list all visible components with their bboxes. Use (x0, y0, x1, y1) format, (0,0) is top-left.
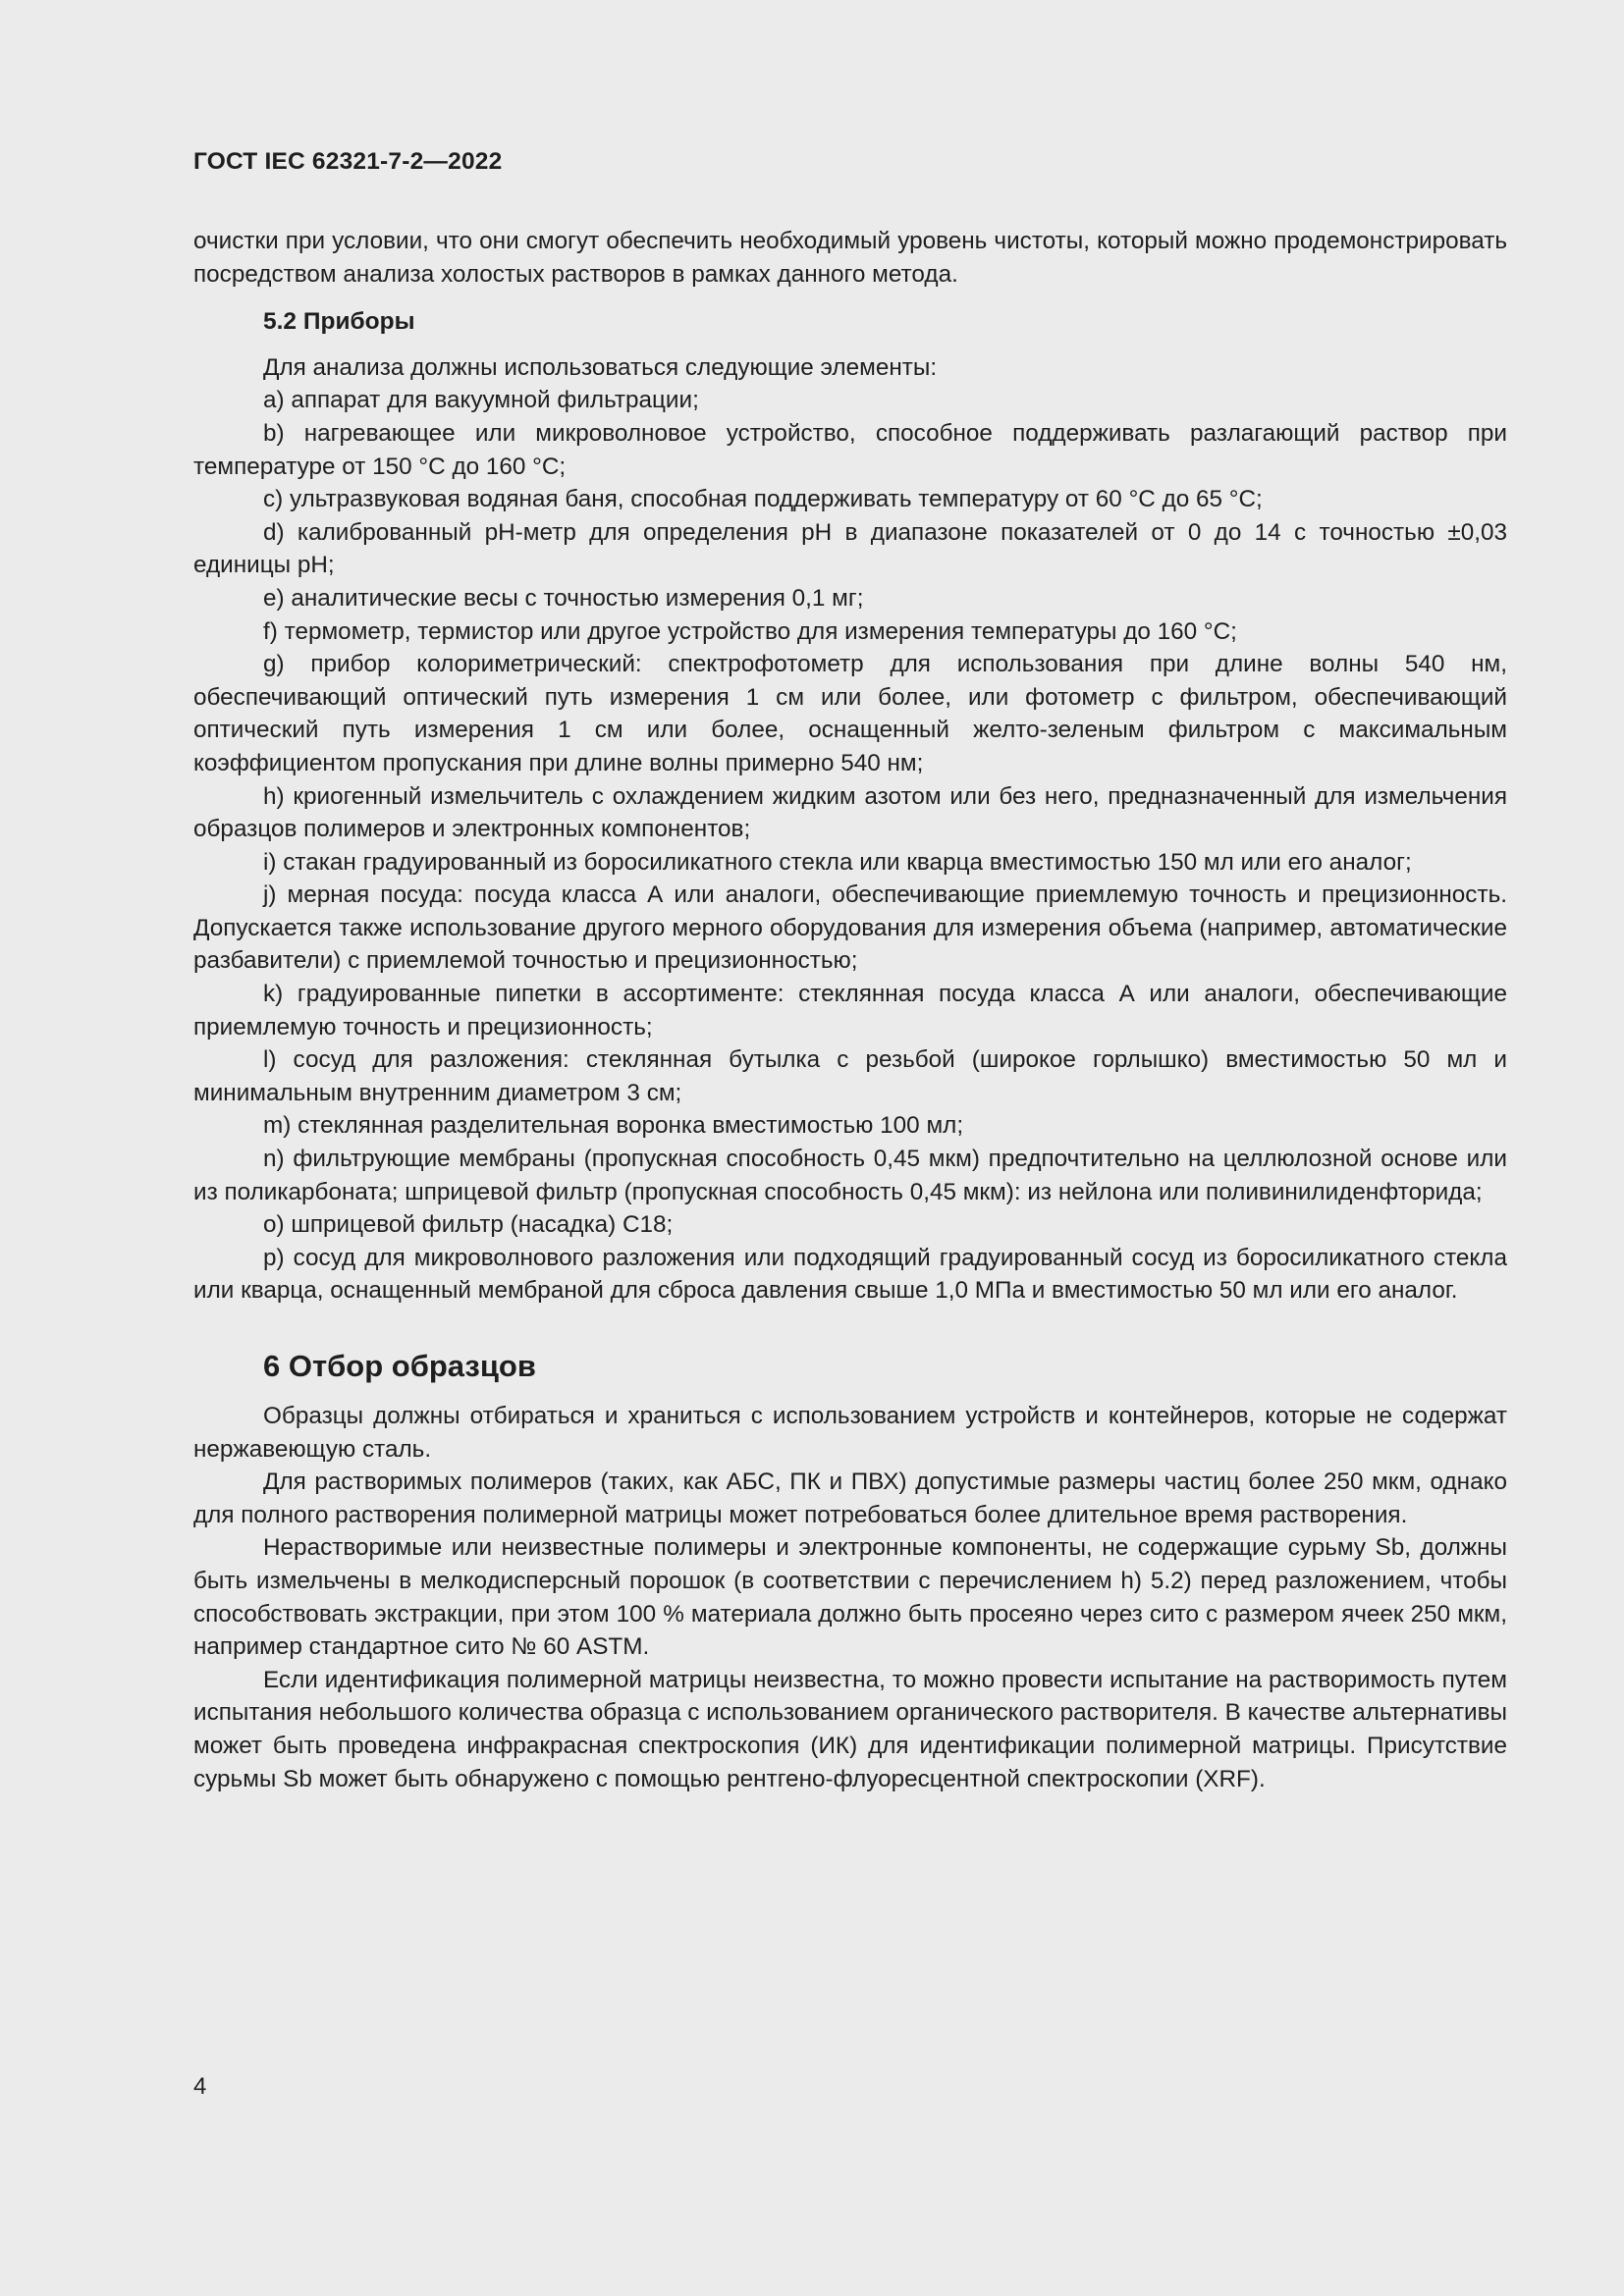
list-item: l) сосуд для разложения: стеклянная бутылка с резьбой (широкое горлышко) вместимостью 50 мл и минимальным внутренним диаметром 3 см; (193, 1046, 1507, 1106)
page-number: 4 (193, 2073, 207, 2100)
page-content (193, 225, 1507, 1795)
list-item: с) ультразвуковая водяная баня, способная поддерживать температуру от 60 °С до 65 °С; (263, 486, 1263, 513)
list-item: i) стакан градуированный из боросиликатного стекла или кварца вместимостью 150 мл или его аналог; (263, 848, 1412, 876)
section-6-paragraph: Нерастворимые или неизвестные полимеры и электронные компоненты, не содержащие сурьму Sb, должны быть измельчены в мелкодисперсный порошок (в соответствии с перечислением h) 5.2) перед разложением, чтобы способствовать экстракции, при этом 100 % материала должно быть просеяно через сито с размером ячеек 250 мкм, например стандартное сито № 60 ASTM. (193, 1534, 1507, 1661)
list-item: n) фильтрующие мембраны (пропускная способность 0,45 мкм) предпочтительно на целлюлозной основе или из поликарбоната; шприцевой фильтр (пропускная способность 0,45 мкм): из нейлона или поливинилиденфторида; (193, 1146, 1507, 1205)
section-5-2-lead: Для анализа должны использоваться следующие элементы: (263, 353, 938, 381)
list-item: о) шприцевой фильтр (насадка) С18; (263, 1211, 674, 1239)
intro-paragraph: очистки при условии, что они смогут обеспечить необходимый уровень чистоты, который можно продемонстрировать посредством анализа холостых растворов в рамках данного метода. (193, 228, 1507, 288)
section-6-heading: 6 Отбор образцов (263, 1349, 536, 1383)
list-item: р) сосуд для микроволнового разложения или подходящий градуированный сосуд из боросиликатного стекла или кварца, оснащенный мембраной для сброса давления свыше 1,0 МПа и вместимостью 50 мл или его аналог. (193, 1244, 1507, 1305)
section-6-paragraph: Для растворимых полимеров (таких, как АБС, ПК и ПВХ) допустимые размеры частиц более 250 мкм, однако для полного растворения полимерной матрицы может потребоваться более длительное время растворения. (193, 1468, 1507, 1528)
list-item: k) градуированные пипетки в ассортименте: стеклянная посуда класса А или аналоги, обеспечивающие приемлемую точность и прецизионность; (193, 981, 1507, 1041)
list-item: j) мерная посуда: посуда класса А или аналоги, обеспечивающие приемлемую точность и прецизионность. Допускается также использование другого мерного оборудования для измерения объема (например, автоматические разбавители) с приемлемой точностью и прецизионностью; (193, 881, 1507, 975)
list-item: f) термометр, термистор или другое устройство для измерения температуры до 160 °С; (263, 617, 1237, 645)
list-item: а) аппарат для вакуумной фильтрации; (263, 387, 699, 414)
list-item: h) криогенный измельчитель с охлаждением жидким азотом или без него, предназначенный для измельчения образцов полимеров и электронных компонентов; (193, 782, 1507, 843)
list-item: е) аналитические весы с точностью измерения 0,1 мг; (263, 584, 864, 612)
section-5-2-heading: 5.2 Приборы (263, 308, 415, 336)
list-item: m) стеклянная разделительная воронка вместимостью 100 мл; (263, 1112, 964, 1140)
list-item: g) прибор колориметрический: спектрофотометр для использования при длине волны 540 нм, обеспечивающий оптический путь измерения 1 см или более, или фотометр с фильтром, обеспечивающий оптический путь измерения 1 см или более, оснащенный желто-зеленым фильтром с максимальным коэффициентом пропускания при длине волны примерно 540 нм; (193, 651, 1507, 776)
section-6-paragraph: Если идентификация полимерной матрицы неизвестна, то можно провести испытание на растворимость путем испытания небольшого количества образца с использованием органического растворителя. В качестве альтернативы может быть проведена инфракрасная спектроскопия (ИК) для идентификации полимерной матрицы. Присутствие сурьмы Sb может быть обнаружено с помощью рентгено-флуоресцентной спектроскопии (XRF). (193, 1666, 1507, 1792)
list-item: d) калиброванный pH-метр для определения pH в диапазоне показателей от 0 до 14 с точностью ±0,03 единицы pH; (193, 518, 1507, 579)
section-6-paragraph: Образцы должны отбираться и храниться с использованием устройств и контейнеров, которые не содержат нержавеющую сталь. (193, 1403, 1507, 1463)
document-header: ГОСТ IEC 62321-7-2—2022 (193, 148, 503, 175)
list-item: b) нагревающее или микроволновое устройство, способное поддерживать разлагающий раствор при температуре от 150 °С до 160 °С; (193, 419, 1507, 480)
